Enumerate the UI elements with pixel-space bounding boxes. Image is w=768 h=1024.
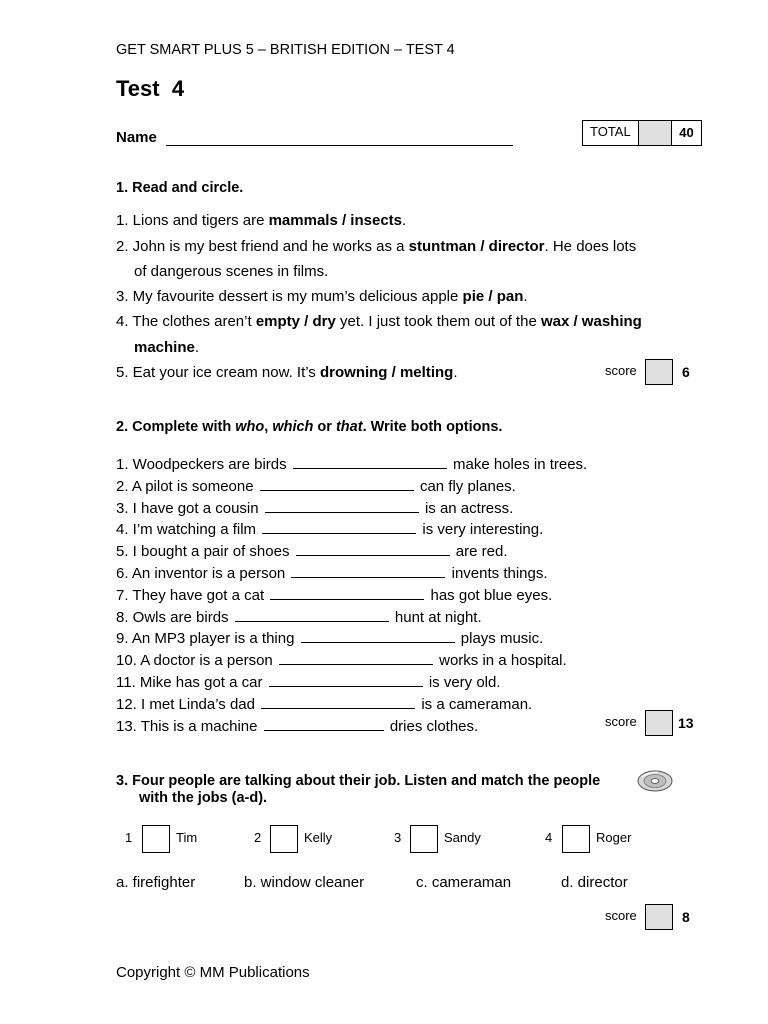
match-number: 4: [545, 830, 553, 845]
test-title: Test 4: [116, 76, 185, 101]
document-header: GET SMART PLUS 5 – BRITISH EDITION – TEST 4: [116, 42, 455, 58]
section2-item: 1. Woodpeckers are birds make holes in trees.: [116, 456, 588, 473]
section2-item: 5. I bought a pair of shoes are red.: [116, 543, 508, 561]
person-name: Kelly: [304, 830, 333, 845]
section2-score-max: 13: [678, 715, 694, 731]
answer-blank[interactable]: [265, 500, 419, 513]
answer-blank[interactable]: [279, 652, 433, 665]
section2-item: 6. An inventor is a person invents things.: [116, 565, 548, 582]
section2-score-label: score: [605, 714, 637, 729]
section2-item: 13. This is a machine dries clothes.: [116, 717, 479, 735]
section1-line-3: 3. My favourite dessert is my mum’s delicious apple pie / pan.: [116, 288, 528, 305]
answer-blank[interactable]: [293, 456, 447, 469]
section2-score-field[interactable]: [645, 710, 673, 736]
answer-blank[interactable]: [260, 478, 414, 491]
section3-title-cont: with the jobs (a-d).: [139, 790, 268, 806]
total-max: 40: [679, 125, 694, 140]
answer-blank[interactable]: [262, 521, 416, 534]
name-field[interactable]: [166, 145, 513, 146]
section2-item: 8. Owls are birds hunt at night.: [116, 608, 482, 626]
answer-blank[interactable]: [301, 630, 455, 643]
person-name: Roger: [596, 830, 632, 845]
answer-blank[interactable]: [264, 718, 384, 731]
section2-item: 11. Mike has got a car is very old.: [116, 674, 501, 691]
match-number: 2: [254, 830, 262, 845]
section2-item: 10. A doctor is a person works in a hospital.: [116, 652, 567, 670]
choice[interactable]: drowning / melting: [319, 364, 454, 381]
section1-score-field[interactable]: [645, 359, 673, 385]
copyright-footer: Copyright © MM Publications: [116, 964, 310, 981]
section1-score-max: 6: [682, 364, 690, 380]
section1-score-label: score: [605, 363, 637, 378]
answer-blank[interactable]: [270, 587, 424, 600]
section2-item: 2. A pilot is someone can fly planes.: [116, 477, 516, 495]
choice[interactable]: wax / washing: [540, 313, 642, 330]
choice[interactable]: empty / dry: [255, 313, 336, 330]
answer-blank[interactable]: [291, 565, 445, 578]
cd-icon: [636, 768, 674, 799]
person-name: Sandy: [444, 830, 481, 845]
section1-line-5: 5. Eat your ice cream now. It’s drowning / melting.: [116, 364, 458, 381]
total-label: TOTAL: [583, 121, 639, 145]
section1-line-4: 4. The clothes aren’t empty / dry yet. I just took them out of the wax / washing: [116, 313, 642, 330]
choice[interactable]: machine: [134, 339, 195, 356]
answer-blank[interactable]: [269, 674, 423, 687]
section2-item: 9. An MP3 player is a thing plays music.: [116, 630, 544, 648]
job-option: d. director: [561, 874, 628, 891]
job-option: b. window cleaner: [244, 874, 365, 891]
section3-score-field[interactable]: [645, 904, 673, 930]
match-number: 3: [394, 830, 402, 845]
answer-blank[interactable]: [296, 543, 450, 556]
section2-item: 3. I have got a cousin is an actress.: [116, 499, 514, 517]
section2-item: 12. I met Linda’s dad is a cameraman.: [116, 695, 533, 713]
person-name: Tim: [176, 830, 198, 845]
match-answer-box[interactable]: [562, 825, 590, 853]
match-answer-box[interactable]: [142, 825, 170, 853]
section1-line-2-cont: of dangerous scenes in films.: [134, 263, 329, 280]
match-number: 1: [125, 830, 133, 845]
match-answer-box[interactable]: [270, 825, 298, 853]
choice[interactable]: stuntman / director: [408, 238, 545, 255]
total-score-box: [582, 120, 702, 146]
job-option: a. firefighter: [116, 874, 196, 891]
section2-item: 4. I’m watching a film is very interesting.: [116, 521, 544, 539]
section1-line-2: 2. John is my best friend and he works as a stuntman / director. He does lots: [116, 238, 637, 255]
section3-score-label: score: [605, 908, 637, 923]
section3-title: 3. Four people are talking about their job. Listen and match the people: [116, 773, 601, 789]
section1-line-4-cont: machine.: [134, 339, 200, 356]
choice[interactable]: mammals / insects: [268, 212, 402, 229]
section2-title: 2. Complete with who, which or that. Write both options.: [116, 419, 503, 435]
answer-blank[interactable]: [261, 696, 415, 709]
job-option: c. cameraman: [416, 874, 512, 891]
section1-line-1: 1. Lions and tigers are mammals / insects.: [116, 212, 407, 229]
name-label: Name: [116, 129, 157, 146]
match-answer-box[interactable]: [410, 825, 438, 853]
section3-score-max: 8: [682, 909, 690, 925]
choice[interactable]: pie / pan: [462, 288, 524, 305]
total-score-field[interactable]: [639, 121, 672, 145]
section2-item: 7. They have got a cat has got blue eyes.: [116, 586, 553, 604]
answer-blank[interactable]: [235, 609, 389, 622]
section1-title: 1. Read and circle.: [116, 180, 244, 196]
